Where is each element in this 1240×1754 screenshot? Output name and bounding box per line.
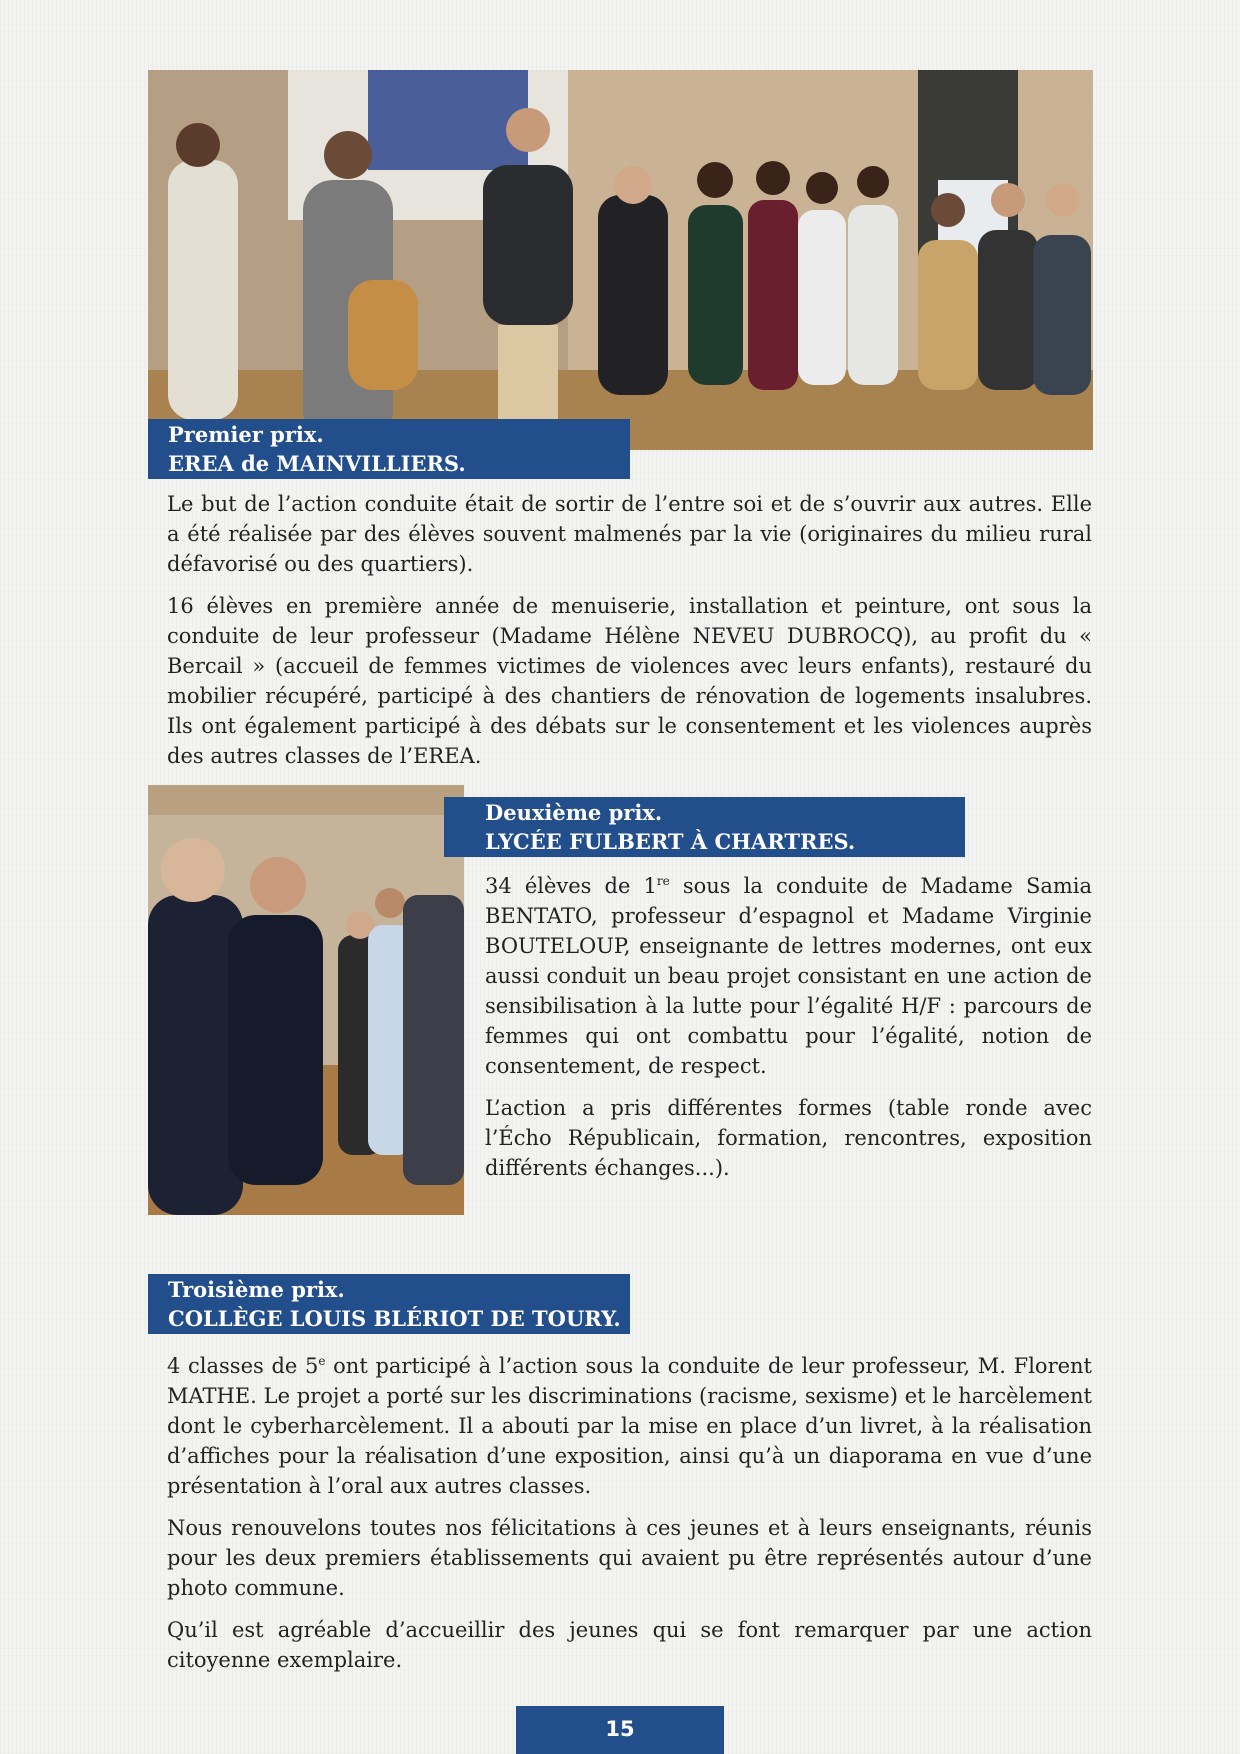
congratulations-paragraph: Nous renouvelons toutes nos félicitations à ces jeunes et à leurs enseignants, réunis pour les deux premiers établissements qui avaient pu être représentés autour d’une photo commune. [167,1516,1092,1600]
third-prize-paragraph-1 [167,1346,1092,1501]
second-prize-text [485,866,1092,1195]
third-prize-label: Troisième prix. [168,1277,345,1302]
second-prize-paragraph-2: L’action a pris différentes formes (table ronde avec l’Écho Républicain, formation, rencontres, exposition différents échanges...). [485,1096,1092,1180]
first-prize-text [167,489,1092,783]
page-number: 15 [516,1706,724,1754]
second-prize-heading [444,797,965,857]
third-prize-text [167,1346,1092,1687]
second-prize-paragraph-1-start: 34 élèves de 1 [485,874,657,898]
ordinal-suffix: re [656,874,670,888]
third-prize-heading [148,1274,630,1334]
ordinal-suffix: e [318,1354,326,1368]
third-prize-paragraph-1-end: ont participé à l’action sous la conduite de leur professeur, M. Florent MATHE. Le projet a porté sur les discriminations (racisme, sexisme) et le harcèlement dont le cyberharcèlement. Il a abouti par la mise en place d’un livret, à la réalisation d’affiches pour la réalisation d’une exposition, ainsi qu’à un diaporama en vue d’une présentation à l’oral aux autres classes. [167,1354,1092,1498]
first-prize-school: EREA de MAINVILLIERS. [168,451,466,476]
ceremony-group-photo [148,70,1093,450]
second-prize-paragraph-1-end: sous la conduite de Madame Samia BENTATO, professeur d’espagnol et Madame Virginie BOUTELOUP, enseignante de lettres modernes, ont eux aussi conduit un beau projet consistant en une action de sensibilisation à la lutte pour l’égalité H/F : parcours de femmes qui ont combattu pour l’égalité, notion de consentement, de respect. [485,874,1092,1078]
second-prize-paragraph-1 [485,866,1092,1081]
first-prize-paragraph-1: Le but de l’action conduite était de sortir de l’entre soi et de s’ouvrir aux autres. Elle a été réalisée par des élèves souvent malmenés par la vie (originaires du milieu rural défavorisé ou des quartiers). [167,492,1092,576]
first-prize-heading [148,419,630,479]
first-prize-paragraph-2: 16 élèves en première année de menuiserie, installation et peinture, ont sous la conduite de leur professeur (Madame Hélène NEVEU DUBROCQ), au profit du « Bercail » (accueil de femmes victimes de violences avec leurs enfants), restauré du mobilier récupéré, participé à des chantiers de rénovation de logements insalubres. Ils ont également participé à des débats sur le consentement et les violences auprès des autres classes de l’EREA. [167,594,1092,768]
second-prize-school: LYCÉE FULBERT À CHARTRES. [485,829,856,854]
second-prize-label: Deuxième prix. [485,800,663,825]
handshake-photo [148,785,464,1215]
first-prize-label: Premier prix. [168,422,324,447]
third-prize-school: COLLÈGE LOUIS BLÉRIOT DE TOURY. [168,1306,621,1331]
third-prize-paragraph-1-start: 4 classes de 5 [167,1354,319,1378]
closing-paragraph: Qu’il est agréable d’accueillir des jeunes qui se font remarquer par une action citoyenne exemplaire. [167,1618,1092,1672]
